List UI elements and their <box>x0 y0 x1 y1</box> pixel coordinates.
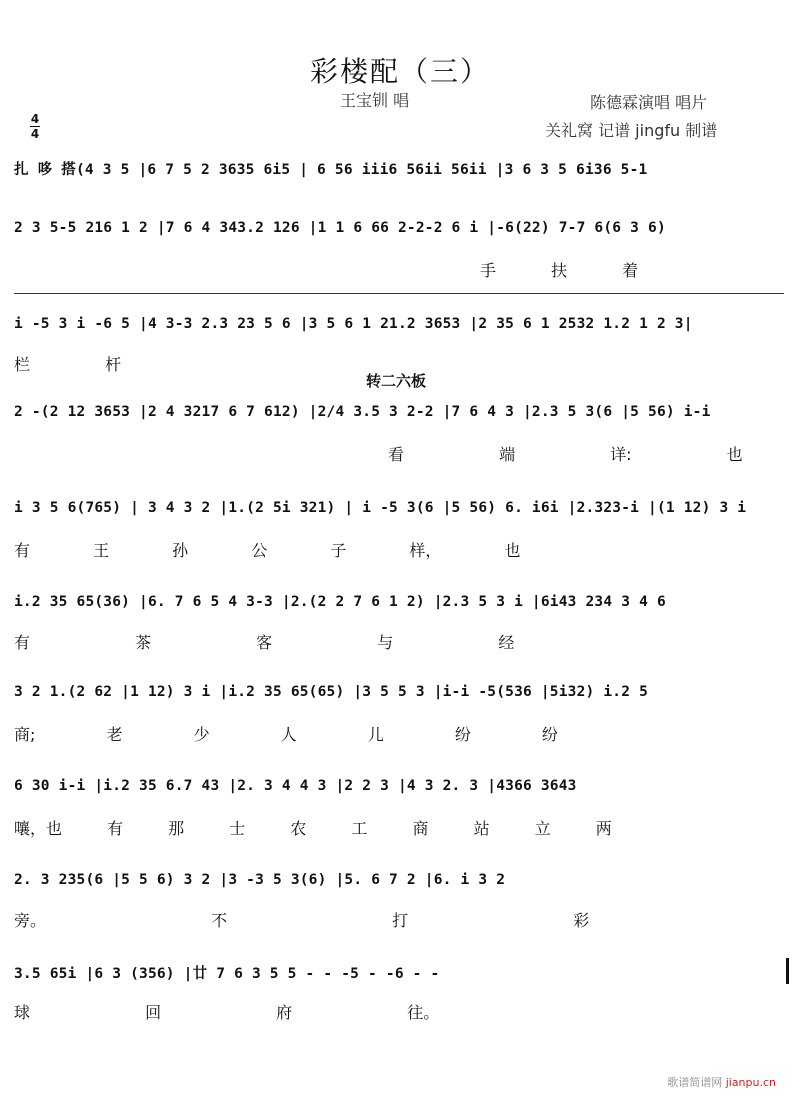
score-line-2-lyrics: 手 扶 着 <box>480 261 639 280</box>
score-line-9-lyrics: 旁。 不 打 彩 <box>14 911 590 930</box>
score-line-7-notes: 3 2 1.(2 62 |1 12) 3 i |i.2 35 65(65) |3 5 5 3 |i-i -5(536 |5i32) i.2 5 <box>14 684 649 700</box>
score-line-8-notes: 6 30 i-i |i.2 35 6.7 43 |2. 3 4 4 3 |2 2 3 |4 3 2. 3 |4366 3643 <box>14 778 577 794</box>
score-line-4-notes: 2 -(2 12 3653 |2 4 3217 6 7 612) |2/4 3.5 3 2-2 |7 6 4 3 |2.3 5 3(6 |5 56) i-i <box>14 404 711 420</box>
singer-credit: 王宝钏 唱 <box>340 91 410 110</box>
score-line-3-lyrics: 栏 杆 <box>14 355 122 374</box>
score-line-5-lyrics: 有 王 孙 公 子 样， 也 <box>14 541 521 560</box>
final-barline <box>786 958 789 984</box>
score-line-10-lyrics: 球 回 府 往。 <box>14 1003 440 1022</box>
score-line-4-lyrics: 看 端 详: 也 <box>388 445 743 464</box>
time-signature <box>30 112 40 141</box>
tie-line <box>14 293 784 294</box>
watermark-site: 歌谱简谱网 <box>667 1076 723 1089</box>
score-line-2-notes: 2 3 5-5 216 1 2 |7 6 4 343.2 126 |1 1 6 66 2-2-2 6 i |-6(22) 7-7 6(6 3 6) <box>14 220 666 236</box>
score-line-10-notes: 3.5 65i |6 3 (356) |廿 7 6 3 5 5 - - -5 - -6 - - <box>14 966 440 982</box>
score-line-3-notes: i -5 3 i -6 5 |4 3-3 2.3 23 5 6 |3 5 6 1 21.2 3653 |2 35 6 1 2532 1.2 1 2 3| <box>14 316 693 332</box>
time-signature-top: 4 <box>30 112 40 126</box>
recording-credit: 陈德霖演唱 唱片 <box>590 93 708 112</box>
score-title: 彩楼配（三） <box>310 55 491 88</box>
score-line-1-notes: 扎 哆 搭(4 3 5 |6 7 5 2 3635 6i5 | 6 56 iii6 56ii 56ii |3 6 3 5 6i36 5-1 <box>14 162 648 178</box>
time-signature-bottom: 4 <box>30 127 40 141</box>
score-line-6-lyrics: 有 茶 客 与 经 <box>14 633 515 652</box>
score-line-8-lyrics: 嚷，也 有 那 士 农 工 商 站 立 两 <box>14 819 612 838</box>
score-line-5-notes: i 3 5 6(765) | 3 4 3 2 |1.(2 5i 321) | i -5 3(6 |5 56) 6. i6i |2.323-i |(1 12) 3 i <box>14 500 747 516</box>
transcription-credit: 关礼窝 记谱 jingfu 制谱 <box>545 121 718 140</box>
score-line-9-notes: 2. 3 235(6 |5 5 6) 3 2 |3 -3 5 3(6) |5. 6 7 2 |6. i 3 2 <box>14 872 506 888</box>
watermark <box>667 1074 776 1090</box>
score-line-6-notes: i.2 35 65(36) |6. 7 6 5 4 3-3 |2.(2 2 7 6 1 2) |2.3 5 3 i |6i43 234 3 4 6 <box>14 594 666 610</box>
watermark-url: jianpu.cn <box>725 1076 776 1089</box>
score-line-7-lyrics: 商; 老 少 人 儿 纷 纷 <box>14 725 558 744</box>
board-change-marker: 转二六板 <box>366 372 427 390</box>
